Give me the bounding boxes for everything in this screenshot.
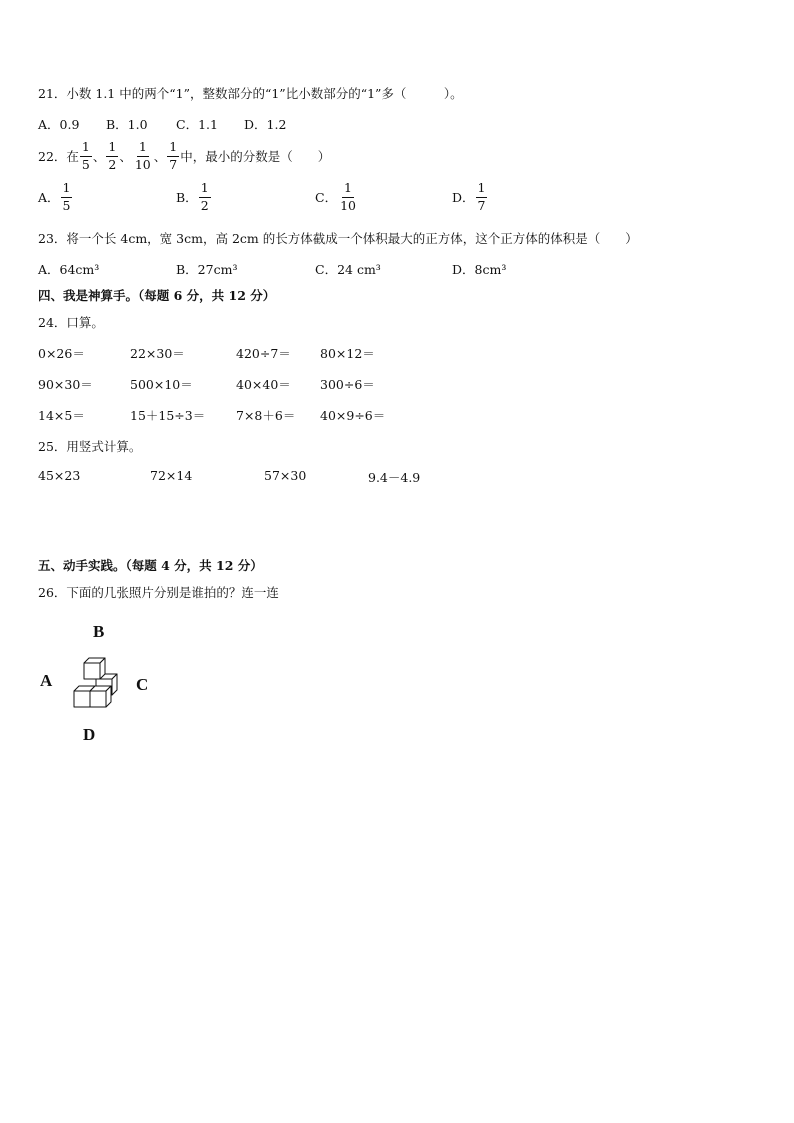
q22-separator: 、: [119, 149, 132, 164]
q24-item: 14×5＝: [38, 408, 85, 423]
q24-item: 80×12＝: [320, 346, 375, 361]
q24-prompt: 24．口算。: [38, 315, 104, 330]
viewer-label-c: C: [136, 675, 149, 694]
q22-prefix: 22．在: [38, 149, 79, 164]
q22-option-d: D． $\frac{1}{7}$: [452, 180, 486, 213]
q22-option-c: C． $\frac{1}{10}$: [315, 180, 356, 213]
q24-item: 40×40＝: [236, 377, 291, 392]
q24-item: 7×8＋6＝: [236, 408, 296, 423]
q23-option-c: C．24 cm³: [315, 262, 381, 277]
q24-item: 90×30＝: [38, 377, 93, 392]
q24-item: 15＋15÷3＝: [130, 408, 206, 423]
q21-option-b: B．1.0: [106, 117, 148, 132]
q21-option-a: A．0.9: [38, 117, 80, 132]
q23-option-a: A．64cm³: [38, 262, 100, 277]
q24-item: 22×30＝: [130, 346, 185, 361]
q25-prompt: 25．用竖式计算。: [38, 439, 142, 454]
q22-fraction: $\frac{1}{5}$: [81, 139, 90, 172]
q22-option-b: B． $\frac{1}{2}$: [176, 180, 209, 213]
q25-item: 57×30: [264, 468, 307, 483]
q24-item: 0×26＝: [38, 346, 85, 361]
q23-option-b: B．27cm³: [176, 262, 238, 277]
viewer-label-a: A: [40, 671, 53, 690]
section-5-heading: 五、动手实践。（每题 4 分，共 12 分）: [38, 558, 263, 573]
q25-item: 9.4－4.9: [368, 470, 421, 485]
q24-item: 40×9÷6＝: [320, 408, 386, 423]
q22-fraction: $\frac{1}{10}$: [134, 139, 151, 172]
q24-item: 420÷7＝: [236, 346, 291, 361]
q26-prompt: 26．下面的几张照片分别是谁拍的？连一连: [38, 585, 279, 600]
section-4-heading: 四、我是神算手。（每题 6 分，共 12 分）: [38, 288, 276, 303]
q25-item: 72×14: [150, 468, 193, 483]
q23-option-d: D．8cm³: [452, 262, 507, 277]
q22-suffix: 中，最小的分数是（ ）: [180, 149, 331, 164]
q22-fraction: $\frac{1}{7}$: [169, 139, 178, 172]
viewer-label-d: D: [83, 725, 96, 744]
q24-item: 300÷6＝: [320, 377, 375, 392]
q21-option-c: C．1.1: [176, 117, 218, 132]
q23-prompt: 23．将一个长 4cm，宽 3cm，高 2cm 的长方体截成一个体积最大的正方体，这个正方体的体积是（ ）: [38, 231, 638, 246]
q22-separator: 、: [92, 149, 106, 164]
q24-item: 500×10＝: [130, 377, 193, 392]
q22-fraction: $\frac{1}{2}$: [108, 139, 117, 172]
q22-option-a: A． $\frac{1}{5}$: [38, 180, 71, 213]
q21-option-d: D．1.2: [244, 117, 287, 132]
cube-stack-figure: [70, 655, 122, 711]
viewer-label-b: B: [93, 622, 105, 641]
q25-item: 45×23: [38, 468, 81, 483]
q21-prompt: 21．小数 1.1 中的两个“1”，整数部分的“1”比小数部分的“1”多（ ）。: [38, 86, 463, 101]
q22-separator: 、: [153, 149, 167, 164]
q22-prompt: [38, 141, 330, 171]
